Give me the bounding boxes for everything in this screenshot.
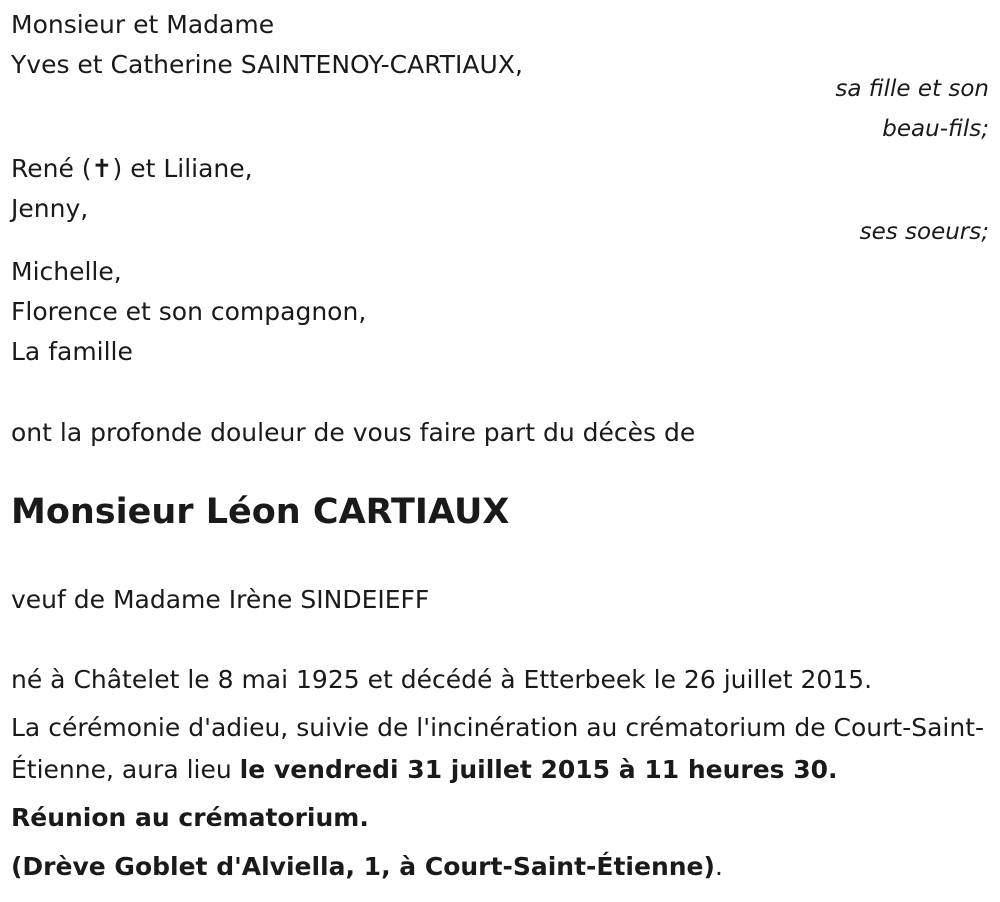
ceremony-paragraph: [11, 707, 986, 791]
family-line-rene-liliane: René (✝) et Liliane,: [11, 154, 253, 183]
relation-son-in-law: beau-fils;: [882, 116, 989, 142]
address-period: .: [714, 852, 723, 881]
family-line-parents-names: Yves et Catherine SAINTENOY-CARTIAUX,: [11, 50, 523, 79]
family-line-michelle: Michelle,: [11, 257, 122, 286]
deceased-name: Monsieur Léon CARTIAUX: [11, 492, 510, 532]
relation-daughter: sa fille et son: [835, 76, 989, 102]
birth-death-line: né à Châtelet le 8 mai 1925 et décédé à Etterbeek le 26 juillet 2015.: [11, 665, 873, 694]
family-line-parents-title: Monsieur et Madame: [11, 10, 275, 39]
announcement-intro: ont la profonde douleur de vous faire part du décès de: [11, 418, 696, 447]
family-line-la-famille: La famille: [11, 337, 133, 366]
ceremony-date: le vendredi 31 juillet 2015 à 11 heures 30.: [239, 755, 838, 784]
widower-line: veuf de Madame Irène SINDEIEFF: [11, 585, 430, 614]
ceremony-text: La cérémonie d'adieu, suivie de l'incinération au crématorium de Court-Saint-Étienne, aura lieu: [11, 713, 985, 784]
address-line: [11, 850, 723, 884]
meeting-line: Réunion au crématorium.: [11, 803, 369, 832]
family-line-florence: Florence et son compagnon,: [11, 297, 367, 326]
relation-sisters: ses soeurs;: [859, 219, 989, 245]
family-line-jenny: Jenny,: [11, 194, 89, 223]
address-text: (Drève Goblet d'Alviella, 1, à Court-Saint-Étienne): [11, 852, 715, 881]
